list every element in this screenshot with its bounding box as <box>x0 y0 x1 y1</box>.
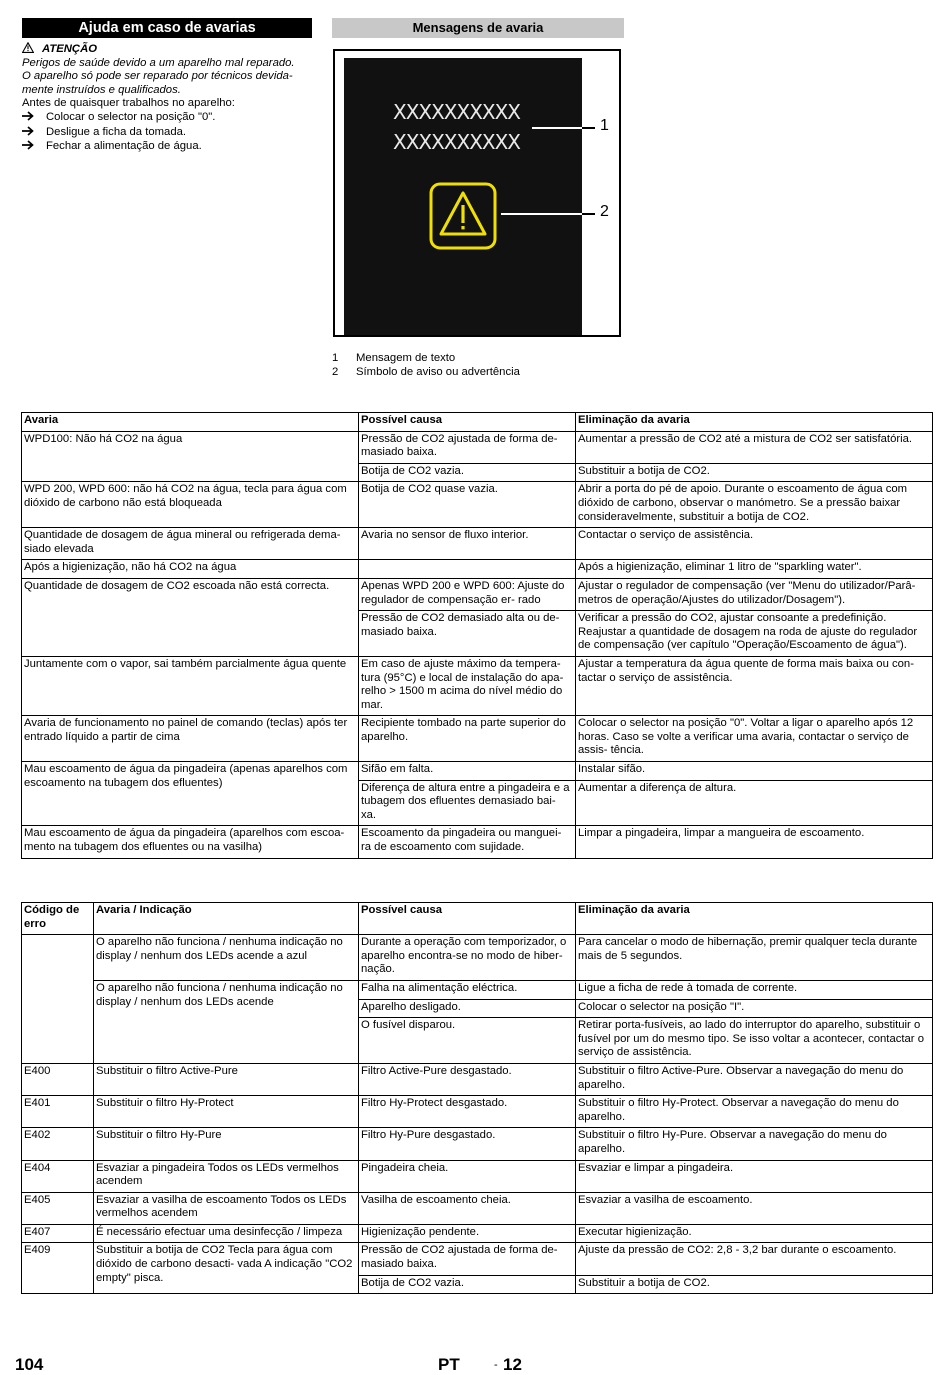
column-header: Eliminação da avaria <box>576 413 933 432</box>
remedy-cell: Ajustar a temperatura da água quente de forma mais baixa ou con- tactar o serviço de assistência. <box>576 656 933 715</box>
display-figure <box>333 49 621 337</box>
remedy-cell: Substituir o filtro Hy-Protect. Observar a navegação do menu do aparelho. <box>576 1096 933 1128</box>
error-code-cell: E405 <box>22 1192 94 1224</box>
table-row <box>22 656 933 715</box>
column-header: Possível causa <box>359 903 576 935</box>
cause-cell: Pingadeira cheia. <box>359 1160 576 1192</box>
column-header: Possível causa <box>359 413 576 432</box>
screen-text-line: XXXXXXXXXX <box>393 100 521 124</box>
callout-number: 2 <box>600 203 609 220</box>
cause-cell: Pressão de CO2 demasiado alta ou de- masiado baixa. <box>359 611 576 657</box>
remedy-cell: Ajustar o regulador de compensação (ver "Menu do utilizador/Parâ- metros de operação/Ajustes do utilizador/Dosagem"). <box>576 578 933 610</box>
remedy-cell: Substituir o filtro Hy-Pure. Observar a navegação do menu do aparelho. <box>576 1128 933 1160</box>
step-text: Fechar a alimentação de água. <box>46 140 202 153</box>
fault-cell: Esvaziar a vasilha de escoamento Todos os LEDs vermelhos acendem <box>94 1192 359 1224</box>
callout-leader-line <box>532 127 582 129</box>
fault-cell: O aparelho não funciona / nenhuma indicação no display / nenhum dos LEDs acende <box>94 980 359 1063</box>
legend-item <box>332 365 520 379</box>
remedy-cell: Substituir a botija de CO2. <box>576 463 933 482</box>
table-row <box>22 1128 933 1160</box>
fault-cell: Juntamente com o vapor, sai também parcialmente água quente <box>22 656 359 715</box>
fault-cell: Quantidade de dosagem de água mineral ou refrigerada dema- siado elevada <box>22 528 359 560</box>
fault-cell: Substituir a botija de CO2 Tecla para água com dióxido de carbono desacti- vada A indicação "CO2 empty" pisca. <box>94 1243 359 1294</box>
remedy-cell: Para cancelar o modo de hibernação, premir qualquer tecla durante mais de 5 segundos. <box>576 935 933 981</box>
step-item <box>22 140 317 155</box>
cause-cell: Pressão de CO2 ajustada de forma de- masiado baixa. <box>359 1243 576 1275</box>
remedy-cell: Limpar a pingadeira, limpar a mangueira de escoamento. <box>576 826 933 858</box>
error-code-cell: E401 <box>22 1096 94 1128</box>
intro-text: Antes de quaisquer trabalhos no aparelho: <box>22 97 235 110</box>
remedy-cell: Instalar sifão. <box>576 762 933 781</box>
fault-cell: Mau escoamento de água da pingadeira (aparelhos com escoa- mento na tubagem dos efluentes ou na vasilha) <box>22 826 359 858</box>
column-header: Avaria <box>22 413 359 432</box>
page-number: 104 <box>15 1355 44 1374</box>
arrow-right-icon <box>22 126 46 141</box>
cause-cell: Filtro Hy-Protect desgastado. <box>359 1096 576 1128</box>
fault-cell: Esvaziar a pingadeira Todos os LEDs vermelhos acendem <box>94 1160 359 1192</box>
fault-cell: Substituir o filtro Active-Pure <box>94 1063 359 1095</box>
step-text: Colocar o selector na posição "0". <box>46 110 216 123</box>
error-code-cell: E409 <box>22 1243 94 1294</box>
column-header: Avaria / Indicação <box>94 903 359 935</box>
cause-cell: Sifão em falta. <box>359 762 576 781</box>
warning-triangle-icon <box>22 42 34 53</box>
legend-number: 1 <box>332 352 339 364</box>
callout-leader-line <box>582 127 595 129</box>
table-row <box>22 1243 933 1275</box>
fault-cell: Após a higienização, não há CO2 na água <box>22 560 359 579</box>
cause-cell: Botija de CO2 vazia. <box>359 463 576 482</box>
table-row <box>22 528 933 560</box>
arrow-right-icon <box>22 140 46 155</box>
fault-cell: É necessário efectuar uma desinfecção / limpeza <box>94 1224 359 1243</box>
step-text: Desligue a ficha da tomada. <box>46 125 187 138</box>
step-item <box>22 111 317 126</box>
cause-cell: Em caso de ajuste máximo da tempera- tura (95°C) e local de instalação do apa- relho > 1500 m acima do nível médio do mar. <box>359 656 576 715</box>
callout-leader-line <box>501 213 582 215</box>
attention-line <box>22 42 317 57</box>
callout-leader-line <box>582 213 595 215</box>
warning-symbol-icon <box>429 182 497 250</box>
table-row <box>22 826 933 858</box>
error-code-cell: E402 <box>22 1128 94 1160</box>
fault-cell: Mau escoamento de água da pingadeira (apenas aparelhos com escoamento na tubagem dos efluentes) <box>22 762 359 826</box>
callout-number: 1 <box>600 117 609 134</box>
table-row <box>22 560 933 579</box>
device-display-screen <box>344 58 582 335</box>
cause-cell: Filtro Hy-Pure desgastado. <box>359 1128 576 1160</box>
table-row <box>22 431 933 463</box>
fault-cell: Substituir o filtro Hy-Pure <box>94 1128 359 1160</box>
remedy-cell: Esvaziar a vasilha de escoamento. <box>576 1192 933 1224</box>
table-row <box>22 762 933 781</box>
fault-cell: WPD 200, WPD 600: não há CO2 na água, tecla para água com dióxido de carbono não está bloqueada <box>22 482 359 528</box>
cause-cell: O fusível disparou. <box>359 1018 576 1064</box>
remedy-cell: Esvaziar e limpar a pingadeira. <box>576 1160 933 1192</box>
warning-text-line: O aparelho só pode ser reparado por técnicos devida- <box>22 70 293 83</box>
remedy-cell: Após a higienização, eliminar 1 litro de "sparkling water". <box>576 560 933 579</box>
figure-legend <box>332 351 520 379</box>
cause-cell: Escoamento da pingadeira ou manguei- ra de escoamento com sujidade. <box>359 826 576 858</box>
table-row <box>22 1160 933 1192</box>
cause-cell: Falha na alimentação eléctrica. <box>359 980 576 999</box>
fault-cell: WPD100: Não há CO2 na água <box>22 431 359 482</box>
column-header: Código de erro <box>22 903 94 935</box>
section-header-troubleshooting: Ajuda em caso de avarias <box>22 18 312 38</box>
warning-text-line: mente instruídos e qualificados. <box>22 83 181 96</box>
remedy-cell: Contactar o serviço de assistência. <box>576 528 933 560</box>
table-row <box>22 1224 933 1243</box>
step-item <box>22 126 317 141</box>
fault-cell: Quantidade de dosagem de CO2 escoada não está correcta. <box>22 578 359 656</box>
remedy-cell: Colocar o selector na posição "I". <box>576 999 933 1018</box>
error-code-cell: E407 <box>22 1224 94 1243</box>
remedy-cell: Verificar a pressão do CO2, ajustar consoante a predefinição. Reajustar a quantidade de dosagem na roda de ajuste do regulador de compensação (ver capítulo "Operação/Escoamento de água"). <box>576 611 933 657</box>
table-row <box>22 1063 933 1095</box>
remedy-cell: Retirar porta-fusíveis, ao lado do interruptor do aparelho, substituir o fusível por um do mesmo tipo. Se isso voltar a acontecer, contactar o serviço de assistência. <box>576 1018 933 1064</box>
fault-cell: O aparelho não funciona / nenhuma indicação no display / nenhum dos LEDs acende a azul <box>94 935 359 981</box>
fault-table <box>21 412 933 859</box>
legend-number: 2 <box>332 366 339 378</box>
cause-cell: Filtro Active-Pure desgastado. <box>359 1063 576 1095</box>
remedy-cell: Colocar o selector na posição "0". Voltar a ligar o aparelho após 12 horas. Caso se volte a verificar uma avaria, contactar o serviço de assis- tência. <box>576 716 933 762</box>
fault-cell: Substituir o filtro Hy-Protect <box>94 1096 359 1128</box>
page-sub-separator: - <box>494 1359 498 1371</box>
remedy-cell: Executar higienização. <box>576 1224 933 1243</box>
error-code-table <box>21 902 933 1294</box>
screen-text-line: XXXXXXXXXX <box>393 130 521 154</box>
column-header: Eliminação da avaria <box>576 903 933 935</box>
section-header-fault-messages: Mensagens de avaria <box>332 18 624 38</box>
cause-cell: Botija de CO2 vazia. <box>359 1275 576 1294</box>
cause-cell: Recipiente tombado na parte superior do aparelho. <box>359 716 576 762</box>
error-code-cell <box>22 935 94 1064</box>
cause-cell: Durante a operação com temporizador, o aparelho encontra-se no modo de hiber- nação. <box>359 935 576 981</box>
cause-cell: Botija de CO2 quase vazia. <box>359 482 576 528</box>
table-header-row <box>22 903 933 935</box>
table-row <box>22 1096 933 1128</box>
remedy-cell: Substituir a botija de CO2. <box>576 1275 933 1294</box>
legend-item <box>332 351 520 365</box>
cause-cell <box>359 560 576 579</box>
error-code-cell: E400 <box>22 1063 94 1095</box>
table-row <box>22 578 933 610</box>
fault-cell: Avaria de funcionamento no painel de comando (teclas) após ter entrado líquido a partir de cima <box>22 716 359 762</box>
table-row <box>22 980 933 999</box>
legend-text: Símbolo de aviso ou advertência <box>356 366 520 378</box>
table-row <box>22 482 933 528</box>
table-header-row <box>22 413 933 432</box>
cause-cell: Vasilha de escoamento cheia. <box>359 1192 576 1224</box>
cause-cell: Diferença de altura entre a pingadeira e a tubagem dos efluentes demasiado bai- xa. <box>359 780 576 826</box>
table-row <box>22 716 933 762</box>
remedy-cell: Ajuste da pressão de CO2: 2,8 - 3,2 bar durante o escoamento. <box>576 1243 933 1275</box>
cause-cell: Avaria no sensor de fluxo interior. <box>359 528 576 560</box>
arrow-right-icon <box>22 111 46 126</box>
error-code-cell: E404 <box>22 1160 94 1192</box>
attention-label: ATENÇÃO <box>42 43 98 55</box>
cause-cell: Higienização pendente. <box>359 1224 576 1243</box>
remedy-cell: Ligue a ficha de rede à tomada de corrente. <box>576 980 933 999</box>
cause-cell: Pressão de CO2 ajustada de forma de- masiado baixa. <box>359 431 576 463</box>
remedy-cell: Abrir a porta do pé de apoio. Durante o escoamento de água com dióxido de carbono, observar o manómetro. Se a pressão baixar consideravelmente, substituir a botija de CO2. <box>576 482 933 528</box>
remedy-cell: Aumentar a diferença de altura. <box>576 780 933 826</box>
remedy-cell: Aumentar a pressão de CO2 até a mistura de CO2 ser satisfatória. <box>576 431 933 463</box>
section-page-number: 12 <box>503 1355 522 1374</box>
legend-text: Mensagem de texto <box>356 352 456 364</box>
cause-cell: Aparelho desligado. <box>359 999 576 1018</box>
remedy-cell: Substituir o filtro Active-Pure. Observar a navegação do menu do aparelho. <box>576 1063 933 1095</box>
warning-block <box>22 42 317 155</box>
warning-text-line: Perigos de saúde devido a um aparelho mal reparado. <box>22 56 295 69</box>
table-row <box>22 935 933 981</box>
cause-cell: Apenas WPD 200 e WPD 600: Ajuste do regulador de compensação er- rado <box>359 578 576 610</box>
language-code: PT <box>438 1355 460 1374</box>
table-row <box>22 1192 933 1224</box>
